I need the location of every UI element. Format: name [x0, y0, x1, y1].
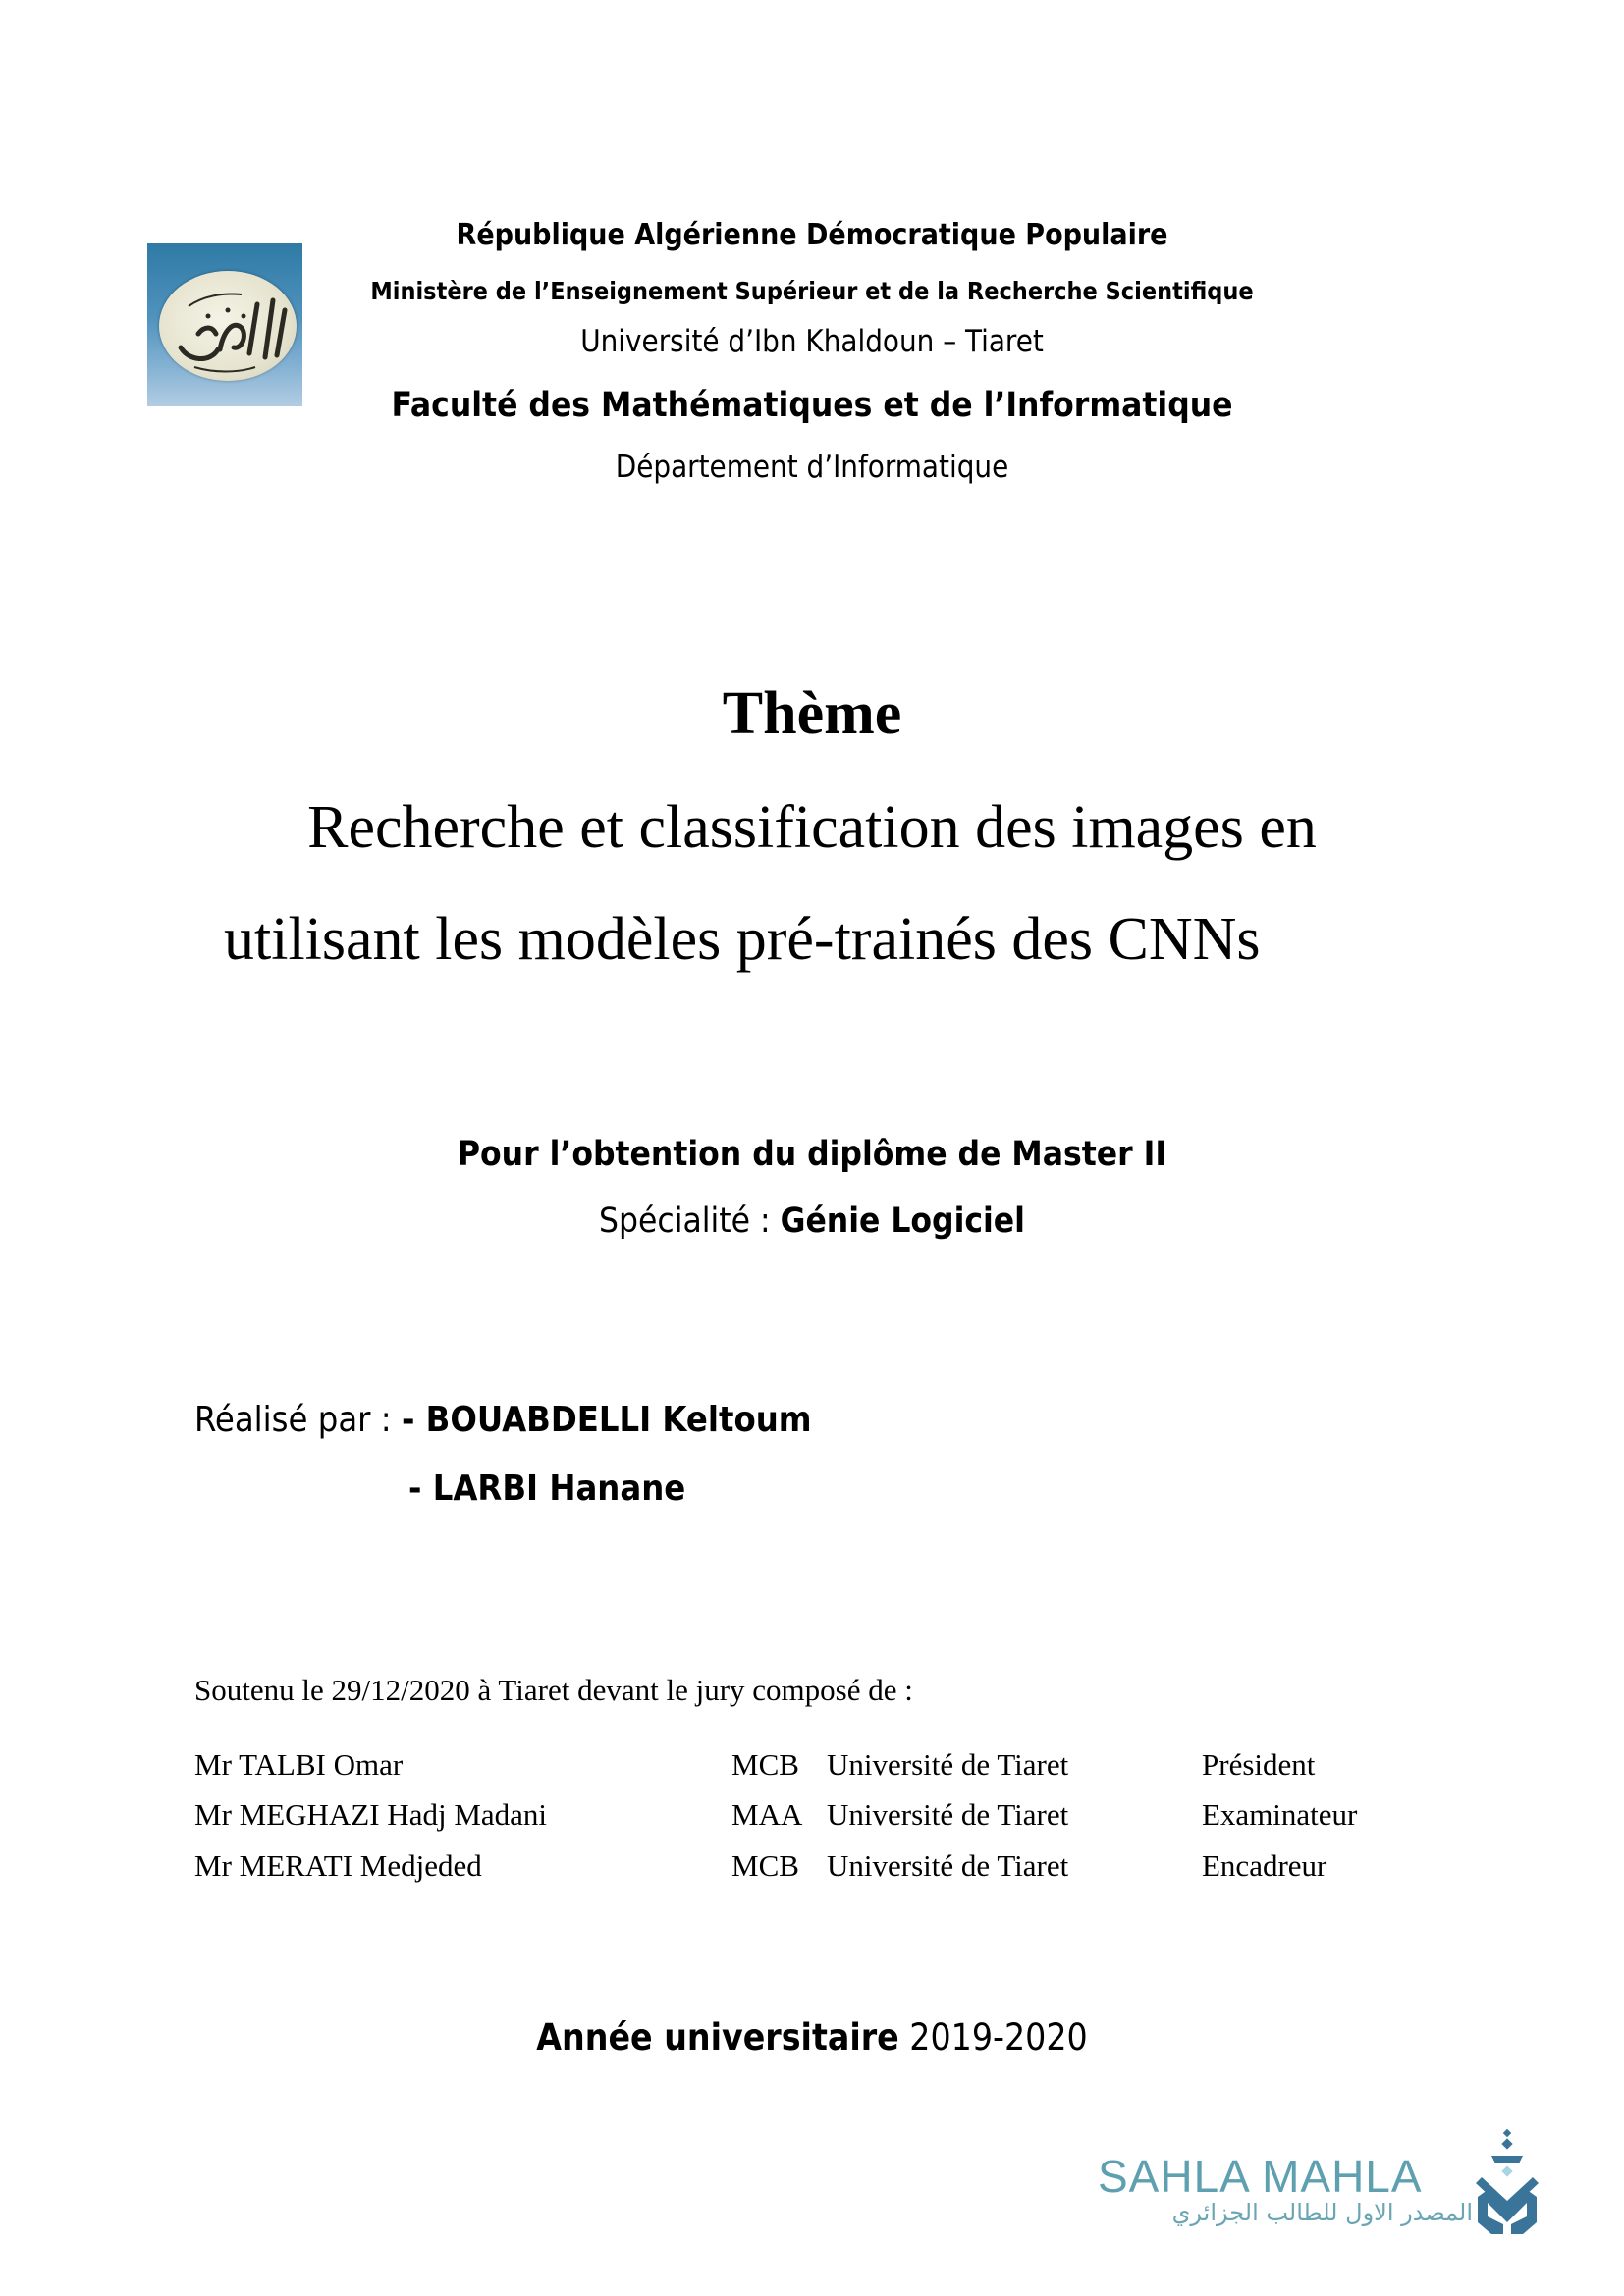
theme-label: Thème [722, 680, 902, 747]
authors-line-1 [194, 1400, 812, 1440]
speciality-label: Spécialité : [599, 1201, 781, 1241]
authors-label: Réalisé par : [194, 1400, 402, 1440]
jury-row [0, 1848, 1624, 1888]
thesis-title-line-2: utilisant les modèles pré-trainés des CNNs [224, 906, 1261, 973]
university-name: Université d’Ibn Khaldoun – Tiaret [580, 324, 1044, 359]
thesis-title-line-1: Recherche et classification des images en [307, 794, 1317, 861]
jury-role: Encadreur [1202, 1848, 1327, 1883]
speciality-value: Génie Logiciel [780, 1201, 1025, 1241]
jury-name: Mr MERATI Medjeded [194, 1848, 482, 1883]
watermark-brand: SAHLA MAHLA [1098, 2151, 1423, 2202]
academic-year-value: 2019-2020 [909, 2016, 1088, 2058]
diploma-purpose: Pour l’obtention du diplôme de Master II [457, 1135, 1167, 1174]
watermark-tagline: المصدر الاول للطالب الجزائري [1171, 2199, 1473, 2226]
jury-name: Mr MEGHAZI Hadj Madani [194, 1797, 548, 1832]
academic-year [0, 2016, 1624, 2058]
jury-institution: Université de Tiaret [827, 1848, 1069, 1883]
ministry-heading: Ministère de l’Enseignement Supérieur et de la Recherche Scientifique [370, 277, 1254, 305]
jury-grade: MAA [731, 1797, 803, 1832]
jury-name: Mr TALBI Omar [194, 1747, 404, 1782]
republic-heading: République Algérienne Démocratique Populaire [456, 218, 1168, 252]
jury-row [0, 1747, 1624, 1787]
speciality [0, 1201, 1624, 1241]
jury-institution: Université de Tiaret [827, 1747, 1069, 1782]
jury-institution: Université de Tiaret [827, 1797, 1069, 1832]
sahla-mahla-watermark [1098, 2128, 1544, 2238]
defense-statement: Soutenu le 29/12/2020 à Tiaret devant le jury composé de : [194, 1673, 913, 1707]
jury-role: Examinateur [1202, 1797, 1358, 1832]
department-name: Département d’Informatique [615, 450, 1009, 485]
sahla-mahla-logo-icon [1474, 2128, 1544, 2238]
jury-grade: MCB [731, 1747, 799, 1782]
faculty-name: Faculté des Mathématiques et de l’Informatique [391, 386, 1233, 425]
author-name: - LARBI Hanane [408, 1468, 686, 1509]
academic-year-label: Année universitaire [536, 2016, 899, 2058]
jury-row [0, 1797, 1624, 1837]
jury-role: Président [1202, 1747, 1316, 1782]
author-name: - BOUABDELLI Keltoum [401, 1400, 812, 1440]
jury-grade: MCB [731, 1848, 799, 1883]
